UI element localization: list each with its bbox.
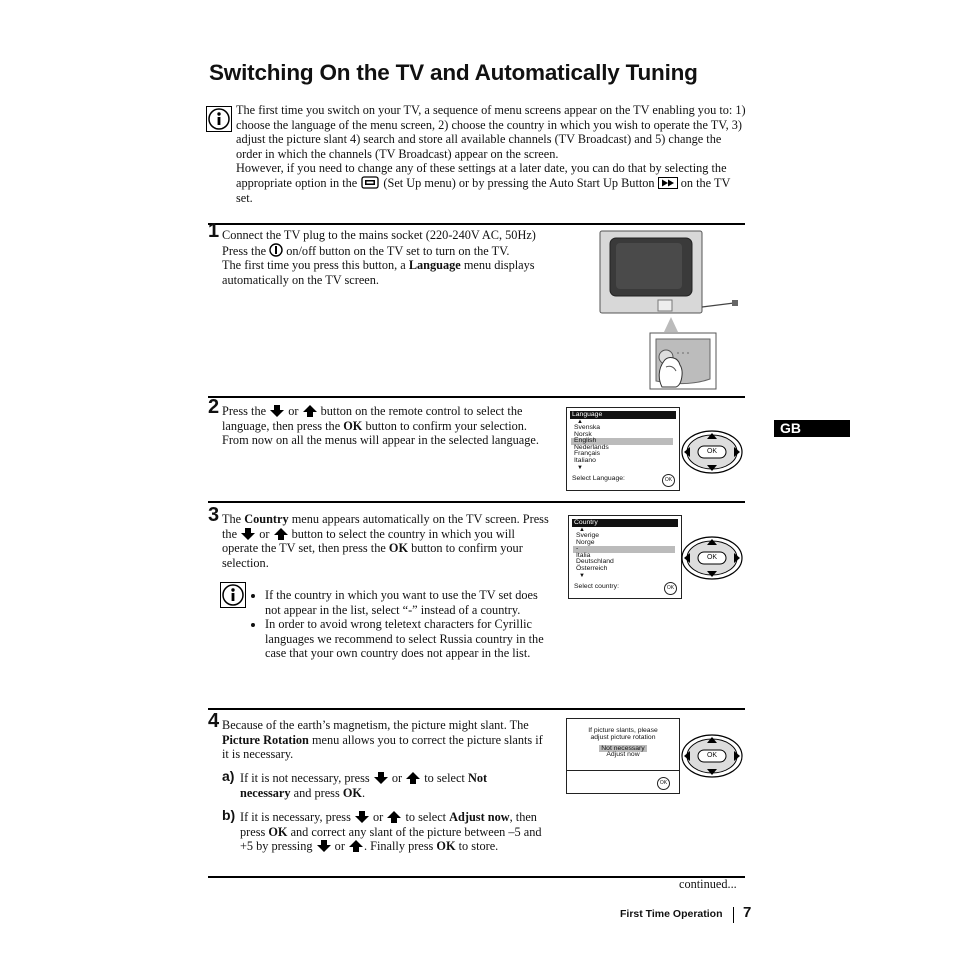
- power-icon: [269, 243, 283, 257]
- step-2-number: 2: [208, 396, 220, 418]
- menu-footer: Select Language:: [572, 475, 625, 483]
- menu-header: Language: [570, 411, 676, 419]
- intro-paragraph-1: The first time you switch on your TV, a sequence of menu screens appear on the TV enabling you to: 1) choose the language of the menu screen, 2) choose the country in which you wish to operate the TV, 3) adjust the picture slant 4) search and store all available channels (TV Broadcast) and 5) change the order in which the channels (TV Broadcast) appear on the screen.: [236, 103, 746, 161]
- menu-item-selected: -: [573, 546, 675, 553]
- arrow-up-icon: [348, 840, 364, 852]
- arrow-up-icon: [405, 772, 421, 784]
- note-item: • In order to avoid wrong teletext characters for Cyrillic languages we recommend to select Russia country in the case that your own country does not appear in the list.: [265, 617, 549, 661]
- arrow-down-icon: [269, 405, 285, 417]
- step-1-text: Connect the TV plug to the mains socket (220-240V AC, 50Hz) Press the on/off button on the TV set to turn on the TV. The first time you press this button, a Language menu displays automatically on the TV screen.: [222, 228, 536, 287]
- menu-item: Italia: [576, 551, 591, 559]
- section-divider: [208, 396, 745, 398]
- menu-item: Français: [574, 450, 601, 458]
- menu-footer: Select country:: [574, 583, 619, 591]
- tv-set-illustration: [598, 229, 744, 394]
- step-2-text: Press the or button on the remote control to select the language, then press the OK button to confirm your selection. From now on all the menus will appear in the selected language.: [222, 404, 539, 448]
- page-title: Switching On the TV and Automatically Tuning: [209, 60, 698, 85]
- section-divider: [208, 876, 745, 878]
- step-1-number: 1: [208, 220, 220, 242]
- intro-text: [236, 103, 748, 205]
- step-4a-label: a): [222, 768, 235, 784]
- footer-divider: [733, 907, 734, 923]
- language-tab: GB: [774, 420, 850, 437]
- step-3-number: 3: [208, 504, 220, 526]
- section-divider: [208, 223, 745, 225]
- menu-item: Norge: [576, 538, 595, 546]
- country-menu-screen: [568, 515, 682, 599]
- ok-circle-icon: OK: [662, 474, 675, 487]
- footer-section-title: First Time Operation: [620, 908, 723, 920]
- step-4a-text: If it is not necessary, press or to select Not necessary and press OK.: [240, 771, 488, 800]
- menu-item: Österreich: [576, 564, 608, 572]
- step-4b-text: If it is necessary, press or to select Adjust now, then press OK and correct any slant of the picture between –5 and +5 by pressing or . Finally press OK to store.: [240, 810, 542, 854]
- picture-rotation-menu-screen: [566, 718, 680, 794]
- language-menu-screen: [566, 407, 680, 491]
- menu-message: adjust picture rotation: [590, 733, 656, 741]
- auto-start-button-icon: [658, 177, 678, 189]
- menu-item: Italiano: [574, 456, 596, 464]
- step-4-text: Because of the earth’s magnetism, the picture might slant. The Picture Rotation menu allows you to correct the picture slants if it is necessary.: [222, 718, 543, 762]
- menu-message: If picture slants, please: [588, 727, 658, 734]
- info-icon: [206, 106, 232, 132]
- step-3-notes: [249, 588, 549, 661]
- menu-item-selected: English: [571, 438, 673, 445]
- menu-item: Deutschland: [576, 558, 614, 566]
- ok-circle-icon: OK: [664, 582, 677, 595]
- setup-menu-icon: [360, 176, 380, 189]
- page-number: 7: [743, 904, 752, 921]
- arrow-up-icon: [302, 405, 318, 417]
- ok-circle-icon: OK: [657, 777, 670, 790]
- section-divider: [208, 501, 745, 503]
- scroll-up-icon: ▲: [579, 527, 585, 533]
- section-divider: [208, 708, 745, 710]
- remote-ok-label: OK: [706, 752, 718, 759]
- arrow-down-icon: [240, 528, 256, 540]
- note-item: • If the country in which you want to use the TV set does not appear in the list, select “-” instead of a country.: [265, 588, 549, 617]
- menu-header: Country: [572, 519, 678, 527]
- arrow-up-icon: [273, 528, 289, 540]
- remote-ok-label: OK: [706, 554, 718, 561]
- menu-item-selected: Not necessary: [601, 744, 645, 752]
- step-3-text: The Country menu appears automatically on the TV screen. Press the or button to select the country in which you will operate the TV set, then press the OK button to confirm your selection.: [222, 512, 549, 570]
- menu-item: Nederlands: [574, 443, 609, 451]
- menu-item: Sverige: [576, 532, 600, 539]
- scroll-down-icon: ▼: [579, 572, 585, 579]
- continued-note: continued...: [679, 877, 737, 891]
- menu-item: Svenska: [574, 424, 601, 431]
- arrow-down-icon: [316, 840, 332, 852]
- scroll-down-icon: ▼: [577, 464, 583, 471]
- step-4b-label: b): [222, 807, 236, 823]
- arrow-up-icon: [386, 811, 402, 823]
- intro-paragraph-2: However, if you need to change any of these settings at a later date, you can do that by selecting the appropriate option in the (Set Up menu) or by pressing the Auto Start Up Button on the TV set.: [236, 161, 731, 205]
- menu-item: Norsk: [574, 430, 592, 438]
- menu-divider: [566, 770, 680, 771]
- scroll-up-icon: ▲: [577, 419, 583, 425]
- menu-item: Adjust now: [606, 751, 640, 759]
- info-icon: [220, 582, 246, 608]
- remote-ok-label: OK: [706, 448, 718, 455]
- arrow-down-icon: [373, 772, 389, 784]
- step-4-number: 4: [208, 710, 220, 732]
- arrow-down-icon: [354, 811, 370, 823]
